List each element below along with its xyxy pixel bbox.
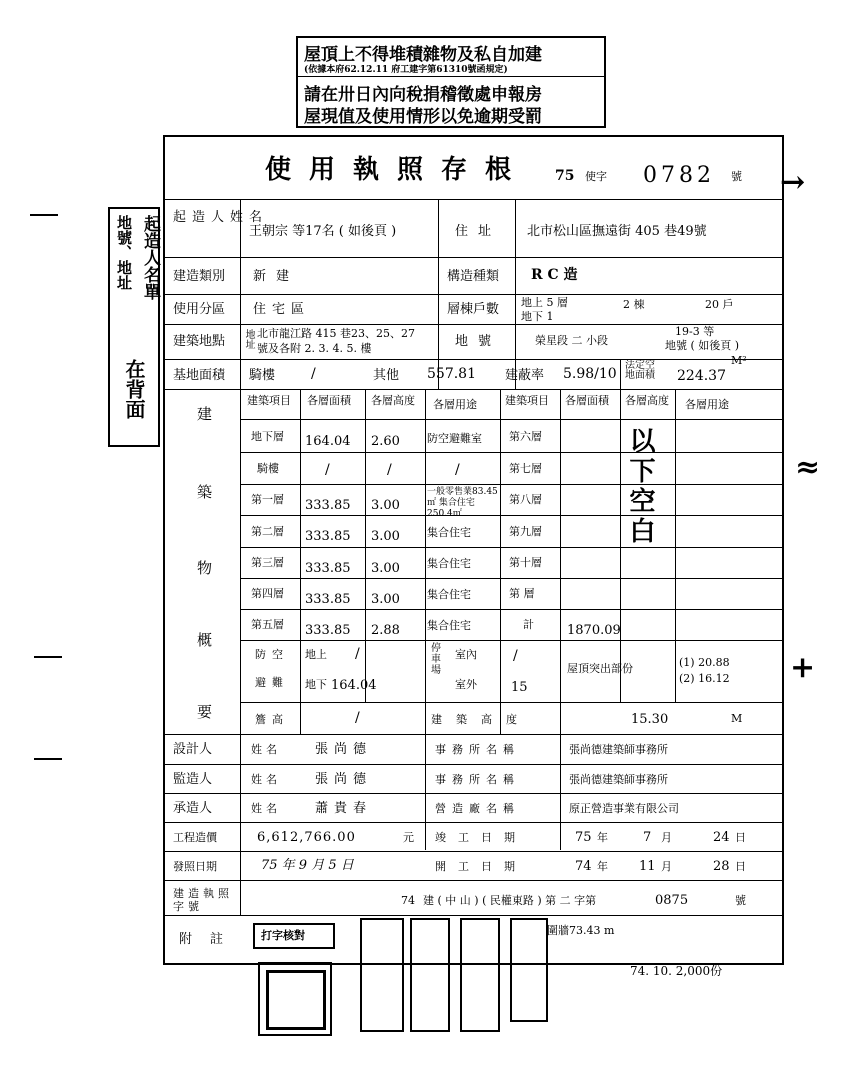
location-line2: 號及各附 2. 3. 4. 5. 樓 [257, 342, 372, 355]
typing-check-stamp-text: 打字核對 [261, 929, 305, 942]
eave-label: 簷高 [255, 713, 289, 726]
start-month: 11 [639, 859, 656, 874]
right-row-item: 第六層 [509, 430, 542, 443]
arcade-label: 騎樓 [249, 368, 276, 383]
col-use-header: 各層用途 [433, 398, 477, 411]
notice-line-4: 屋現值及使用情形以免逾期受罰 [304, 107, 542, 127]
construction-permit-number: 0875 [655, 893, 689, 908]
construction-permit-suffix: 號 [735, 894, 746, 907]
floors-buildings: 2 棟 [623, 298, 645, 311]
row-item: 第二層 [251, 525, 284, 538]
signature-seal [510, 918, 548, 1022]
row-height: / [387, 462, 392, 478]
roof-protrusion-label: 屋頂突出部份 [567, 662, 633, 675]
site-area-label: 基地面積 [173, 368, 226, 383]
designer-label: 設計人 [173, 742, 213, 757]
contractor-office: 原正營造事業有限公司 [569, 802, 679, 815]
col-area-header: 各層面積 [307, 394, 351, 407]
other-value: 557.81 [427, 366, 476, 382]
start-year: 74 [575, 859, 592, 874]
location-sub: 地址 [243, 329, 254, 349]
row-height: 3.00 [371, 561, 400, 576]
permit-number: 0782 [643, 163, 715, 188]
floors-units: 20 戶 [705, 298, 734, 311]
structure-label: 構造種類 [447, 269, 500, 284]
construction-permit-text: 建 ( 中 山 ) ( 民權東路 ) 第 二 字第 [423, 894, 597, 907]
right-row-item: 第九層 [509, 525, 542, 538]
issued-value: 75 年 9 月 5 日 [261, 858, 354, 873]
zoning-value: 住宅區 [253, 302, 311, 317]
contractor-office-label: 營造廠名稱 [435, 802, 520, 815]
start-label: 開工日期 [435, 860, 527, 873]
address-label: 住址 [455, 224, 502, 239]
floor-area-total: 1870.09 [567, 623, 621, 638]
margin-mark [34, 656, 62, 658]
signature-seal [410, 918, 450, 1032]
row-use: / [455, 462, 460, 478]
right-row-item: 第八層 [509, 493, 542, 506]
margin-note [108, 207, 160, 447]
notice-line-1: 屋頂上不得堆積雜物及私自加建 [304, 45, 542, 65]
shelter-label-1: 防空 [255, 648, 289, 661]
building-height-value: 15.30 [631, 712, 669, 727]
outline-side-1: 建 [197, 405, 213, 423]
shelter-below-value: 164.04 [331, 678, 377, 693]
other-label: 其他 [373, 368, 400, 383]
construction-permit-year: 74 [401, 894, 415, 907]
legal-open-value: 224.37 [677, 368, 726, 384]
row-area: 333.85 [305, 529, 351, 544]
legal-open-label: 法定空地面積 [625, 360, 655, 381]
supervisor-name: 張尚德 [315, 772, 373, 787]
row-height: 3.00 [371, 592, 400, 607]
row-item: 第三層 [251, 556, 284, 569]
roof-notice-stamp [296, 36, 606, 128]
margin-note-col3: 在背面 [122, 359, 146, 419]
margin-note-col2: 地號、地址 [115, 215, 133, 290]
supervisor-office: 張尚德建築師事務所 [569, 773, 668, 786]
signature-seal [460, 918, 500, 1032]
typing-check-stamp [253, 923, 335, 949]
row-height: 2.60 [371, 434, 400, 449]
margin-mark [30, 214, 58, 216]
outline-side-5: 要 [197, 703, 213, 721]
shelter-above-value: / [355, 646, 360, 662]
row-use: 一般零售業83.45㎡ 集合住宅250.4㎡ [427, 487, 498, 519]
row-area: 333.85 [305, 623, 351, 638]
col-area-header-right: 各層面積 [565, 394, 609, 407]
issued-label: 發照日期 [173, 860, 217, 873]
row-item: 地下層 [251, 430, 284, 443]
row-height: 2.88 [371, 623, 400, 638]
lot-note: 地號 ( 如後頁 ) [665, 339, 740, 352]
owner-value: 王朝宗 等17名 ( 如後頁 ) [249, 224, 397, 239]
start-day: 28 [713, 859, 730, 874]
completion-month: 7 [643, 830, 652, 845]
outline-side-4: 概 [197, 631, 213, 649]
row-area: / [325, 462, 330, 478]
build-type-value: 新建 [253, 269, 300, 284]
cost-label: 工程造價 [173, 831, 217, 844]
permit-suffix: 號 [731, 170, 742, 183]
row-area: 333.85 [305, 561, 351, 576]
owner-label: 起造人姓名 [173, 210, 269, 225]
designer-name-label: 姓名 [251, 743, 281, 756]
row-area: 333.85 [305, 592, 351, 607]
completion-day: 24 [713, 830, 730, 845]
permit-year: 75 [555, 168, 575, 184]
parking-outdoor-label: 室外 [455, 678, 477, 691]
supervisor-label: 監造人 [173, 772, 213, 787]
building-height-unit: M [731, 712, 743, 725]
shelter-below-label: 地下 [305, 678, 327, 691]
print-run-note: 74. 10. 2,000份 [630, 964, 723, 978]
usage-permit-form: 使用執照存根 75 使字 0782 號 起造人姓名 王朝宗 等17名 ( 如後頁 ) 住址 北市松山區撫遠街 405 巷49號 建造類別 新建 構造種類 R C 造 使用分區 住宅區 層棟戶數 地上 5 層 地下 1 2 棟 20 戶 建築地點 地址 北市龍江路 415 巷23、25、27 號及各附 2. 3. 4. 5. 樓 地號 榮星段 二 小段 19-3 等 地號 ( 如後頁 ) 基地面積 騎樓 / 其他 557.81 建蔽率 5.98/10 法定空地面積 224.37 M² 建 築 物 概 要 建築項目 各層面積 各層高度 各層用途 建築項目 各層面積 各層高度 各層用途 地下層 164.04 2.60 防空避難室 騎樓 / / / 第一層 333.85 3.00 一般零售業83.45㎡ 集合住宅250.4㎡ 第二層 333.85 3.00 集合住宅 第三層 333.85 3.00 集合住宅 第四層 333.85 3.00 集合住宅 第五層 333.85 2.88 集合住宅 第六層 第七層 第八層 第九層 第十層 第 層 計 1870.09 以下空白 防空 避難 地上 / 地下 164.04 停車場 室內 / 室外 15 屋頂突出部份 (1) 20.88 (2) 16.12 簷高 / 建築高度 15.30 M 設計人 姓名 張尚德 事務所名稱 張尚德建築師事務所 監造人 姓名 張尚德 事務所名稱 張尚德建築師事務所 承造人 姓名 蕭貴春 營造廠名稱 原正營造事業有限公司 工程造價 6,612,766.00 元 竣工日期 75 年 7 月 24 日 發照日期 75 年 9 月 5 日 開工日期 74 年 11 月 28 日 建造執照字號 74 建 ( 中 山 ) ( 民權東路 ) 第 二 字第 0875 號 附註 打字核對 圍牆73.43 m [163, 135, 784, 965]
right-row-item: 第 層 [509, 587, 535, 600]
notice-line-3: 請在卅日內向稅捐稽徵處申報房 [304, 85, 542, 105]
lot-value: 榮星段 二 小段 [535, 334, 608, 347]
form-title: 使用執照存根 [265, 155, 530, 185]
right-row-item: 第七層 [509, 462, 542, 475]
floors-above: 地上 5 層 [521, 296, 568, 309]
floors-below: 地下 1 [521, 310, 554, 323]
build-type-label: 建造類別 [173, 269, 226, 284]
zoning-label: 使用分區 [173, 302, 226, 317]
row-use: 集合住宅 [427, 557, 471, 570]
location-label: 建築地點 [173, 334, 226, 349]
contractor-name: 蕭貴春 [315, 801, 373, 816]
row-height: 3.00 [371, 529, 400, 544]
row-use: 集合住宅 [427, 619, 471, 632]
address-value: 北市松山區撫遠街 405 巷49號 [527, 224, 707, 239]
row-area: 333.85 [305, 498, 351, 513]
edge-mark: → [780, 165, 806, 200]
margin-mark [34, 758, 62, 760]
arcade-value: / [311, 366, 316, 382]
construction-permit-label: 建造執照字號 [173, 887, 233, 914]
edge-mark: + [790, 650, 816, 685]
wall-note: 圍牆73.43 m [547, 924, 615, 937]
shelter-label-2: 避難 [255, 676, 289, 689]
parking-indoor-label: 室內 [455, 648, 477, 661]
roof-protrusion-1: (1) 20.88 [679, 656, 730, 669]
outline-side-2: 築 [197, 483, 213, 501]
signature-seal [360, 918, 404, 1032]
lot-label: 地號 [455, 334, 502, 349]
edge-mark: ≈ [795, 450, 821, 485]
parking-outdoor-value: 15 [511, 680, 528, 695]
col-item-header-right: 建築項目 [505, 394, 549, 407]
col-height-header: 各層高度 [371, 394, 415, 407]
floors-label: 層棟戶數 [447, 302, 500, 317]
coverage-label: 建蔽率 [505, 368, 545, 383]
structure-value: R C 造 [531, 267, 578, 283]
row-item: 第五層 [251, 618, 284, 631]
cost-unit: 元 [403, 831, 414, 844]
parking-label: 停車場 [431, 643, 441, 676]
col-item-header: 建築項目 [247, 394, 291, 407]
permit-prefix: 使字 [585, 170, 607, 183]
area-unit: M² [731, 354, 747, 367]
notice-line-2: (依據本府62.12.11 府工建字第61310號函規定) [304, 65, 508, 75]
contractor-label: 承造人 [173, 801, 213, 816]
outline-side-3: 物 [197, 559, 213, 577]
remarks-label: 附註 [179, 932, 242, 947]
official-seal [258, 962, 332, 1036]
completion-year: 75 [575, 830, 592, 845]
row-item: 第一層 [251, 493, 284, 506]
location-line1: 北市龍江路 415 巷23、25、27 [257, 327, 415, 340]
supervisor-office-label: 事務所名稱 [435, 773, 520, 786]
supervisor-name-label: 姓名 [251, 773, 281, 786]
completion-label: 竣工日期 [435, 831, 527, 844]
row-use: 集合住宅 [427, 588, 471, 601]
right-row-item: 第十層 [509, 556, 542, 569]
building-height-label: 建築高度 [431, 713, 531, 726]
cost-value: 6,612,766.00 [257, 830, 356, 845]
row-item: 騎樓 [257, 462, 279, 475]
lot-number: 19-3 等 [675, 325, 715, 338]
margin-note-col1: 起造人名單 [140, 215, 160, 300]
shelter-above-label: 地上 [305, 648, 327, 661]
eave-value: / [355, 710, 360, 726]
row-height: 3.00 [371, 498, 400, 513]
designer-office: 張尚德建築師事務所 [569, 743, 668, 756]
designer-office-label: 事務所名稱 [435, 743, 520, 756]
row-use: 集合住宅 [427, 526, 471, 539]
col-use-header-right: 各層用途 [685, 398, 729, 411]
blank-note: 以下空白 [625, 427, 655, 547]
right-row-item: 計 [523, 618, 534, 631]
contractor-name-label: 姓名 [251, 802, 281, 815]
coverage-value: 5.98/10 [563, 366, 617, 382]
roof-protrusion-2: (2) 16.12 [679, 672, 730, 685]
row-item: 第四層 [251, 587, 284, 600]
designer-name: 張尚德 [315, 742, 373, 757]
row-use: 防空避難室 [427, 432, 482, 445]
row-area: 164.04 [305, 434, 351, 449]
col-height-header-right: 各層高度 [625, 394, 669, 407]
parking-indoor-value: / [513, 648, 518, 664]
